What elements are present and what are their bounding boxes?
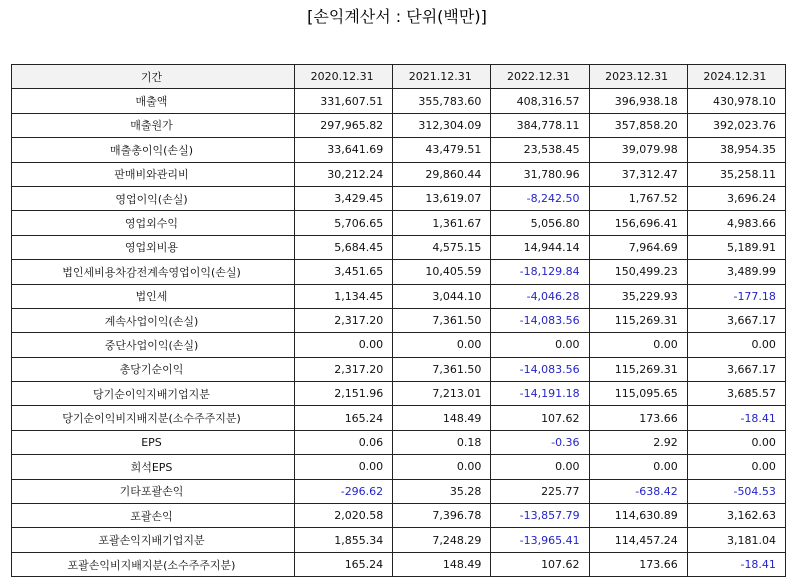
header-year: 2024.12.31 — [687, 65, 785, 89]
value-cell: 173.66 — [589, 406, 687, 430]
table-row — [12, 162, 786, 186]
row-label: 매출액 — [12, 89, 295, 113]
value-cell: 3,685.57 — [687, 382, 785, 406]
row-label: 영업외비용 — [12, 235, 295, 259]
header-period: 기간 — [12, 65, 295, 89]
value-cell: 2.92 — [589, 430, 687, 454]
value-cell: 408,316.57 — [491, 89, 589, 113]
value-cell: 14,944.14 — [491, 235, 589, 259]
value-cell: 297,965.82 — [295, 113, 393, 137]
value-cell: -296.62 — [295, 479, 393, 503]
value-cell: 23,538.45 — [491, 138, 589, 162]
value-cell: 0.00 — [295, 333, 393, 357]
row-label: 중단사업이익(손실) — [12, 333, 295, 357]
value-cell: 43,479.51 — [393, 138, 491, 162]
header-year: 2020.12.31 — [295, 65, 393, 89]
value-cell: 150,499.23 — [589, 260, 687, 284]
value-cell: 115,269.31 — [589, 357, 687, 381]
value-cell: 38,954.35 — [687, 138, 785, 162]
value-cell: 4,983.66 — [687, 211, 785, 235]
value-cell: 1,361.67 — [393, 211, 491, 235]
table-row — [12, 528, 786, 552]
value-cell: 31,780.96 — [491, 162, 589, 186]
row-label: 법인세 — [12, 284, 295, 308]
value-cell: 3,696.24 — [687, 186, 785, 210]
value-cell: 7,248.29 — [393, 528, 491, 552]
value-cell: 0.00 — [491, 455, 589, 479]
value-cell: 0.00 — [393, 455, 491, 479]
row-label: EPS — [12, 430, 295, 454]
table-body — [12, 89, 786, 577]
value-cell: -18.41 — [687, 552, 785, 576]
value-cell: 396,938.18 — [589, 89, 687, 113]
table-row — [12, 211, 786, 235]
value-cell: 3,162.63 — [687, 504, 785, 528]
table-row — [12, 504, 786, 528]
value-cell: 384,778.11 — [491, 113, 589, 137]
value-cell: 115,095.65 — [589, 382, 687, 406]
value-cell: 2,317.20 — [295, 357, 393, 381]
page-title: [손익계산서 : 단위(백만)] — [307, 7, 487, 26]
value-cell: 115,269.31 — [589, 308, 687, 332]
value-cell: -177.18 — [687, 284, 785, 308]
value-cell: 5,189.91 — [687, 235, 785, 259]
value-cell: 35.28 — [393, 479, 491, 503]
value-cell: 3,667.17 — [687, 357, 785, 381]
value-cell: 3,044.10 — [393, 284, 491, 308]
value-cell: 35,229.93 — [589, 284, 687, 308]
value-cell: 7,213.01 — [393, 382, 491, 406]
value-cell: 392,023.76 — [687, 113, 785, 137]
row-label: 포괄손익 — [12, 504, 295, 528]
value-cell: 331,607.51 — [295, 89, 393, 113]
table-row — [12, 89, 786, 113]
value-cell: 0.00 — [491, 333, 589, 357]
row-label: 당기순이익지배기업지분 — [12, 382, 295, 406]
table-row — [12, 113, 786, 137]
value-cell: 37,312.47 — [589, 162, 687, 186]
value-cell: 3,429.45 — [295, 186, 393, 210]
value-cell: 2,317.20 — [295, 308, 393, 332]
value-cell: 0.00 — [687, 430, 785, 454]
value-cell: 355,783.60 — [393, 89, 491, 113]
table-row — [12, 235, 786, 259]
value-cell: 3,451.65 — [295, 260, 393, 284]
table-row — [12, 479, 786, 503]
value-cell: 225.77 — [491, 479, 589, 503]
value-cell: 114,630.89 — [589, 504, 687, 528]
value-cell: -14,083.56 — [491, 357, 589, 381]
value-cell: 107.62 — [491, 552, 589, 576]
row-label: 총당기순이익 — [12, 357, 295, 381]
header-year: 2021.12.31 — [393, 65, 491, 89]
table-row — [12, 406, 786, 430]
value-cell: 2,020.58 — [295, 504, 393, 528]
value-cell: 156,696.41 — [589, 211, 687, 235]
table-header-row — [12, 65, 786, 89]
header-year: 2022.12.31 — [491, 65, 589, 89]
row-label: 포괄손익비지배지분(소수주주지분) — [12, 552, 295, 576]
value-cell: -13,857.79 — [491, 504, 589, 528]
value-cell: 1,767.52 — [589, 186, 687, 210]
value-cell: 5,706.65 — [295, 211, 393, 235]
value-cell: -0.36 — [491, 430, 589, 454]
row-label: 영업외수익 — [12, 211, 295, 235]
value-cell: 165.24 — [295, 406, 393, 430]
row-label: 매출총이익(손실) — [12, 138, 295, 162]
value-cell: 5,056.80 — [491, 211, 589, 235]
value-cell: 4,575.15 — [393, 235, 491, 259]
table-row — [12, 333, 786, 357]
value-cell: 148.49 — [393, 406, 491, 430]
value-cell: 114,457.24 — [589, 528, 687, 552]
value-cell: 5,684.45 — [295, 235, 393, 259]
value-cell: 3,181.04 — [687, 528, 785, 552]
value-cell: -638.42 — [589, 479, 687, 503]
value-cell: 1,134.45 — [295, 284, 393, 308]
value-cell: 2,151.96 — [295, 382, 393, 406]
value-cell: 7,361.50 — [393, 357, 491, 381]
row-label: 판매비와관리비 — [12, 162, 295, 186]
row-label: 기타포괄손익 — [12, 479, 295, 503]
row-label: 영업이익(손실) — [12, 186, 295, 210]
value-cell: -504.53 — [687, 479, 785, 503]
row-label: 포괄손익지배기업지분 — [12, 528, 295, 552]
value-cell: 0.18 — [393, 430, 491, 454]
value-cell: 107.62 — [491, 406, 589, 430]
value-cell: 3,489.99 — [687, 260, 785, 284]
value-cell: 33,641.69 — [295, 138, 393, 162]
value-cell: 13,619.07 — [393, 186, 491, 210]
value-cell: 148.49 — [393, 552, 491, 576]
value-cell: 3,667.17 — [687, 308, 785, 332]
header-year: 2023.12.31 — [589, 65, 687, 89]
value-cell: 29,860.44 — [393, 162, 491, 186]
value-cell: 7,964.69 — [589, 235, 687, 259]
table-row — [12, 260, 786, 284]
value-cell: 7,361.50 — [393, 308, 491, 332]
row-label: 법인세비용차감전계속영업이익(손실) — [12, 260, 295, 284]
row-label: 당기순이익비지배지분(소수주주지분) — [12, 406, 295, 430]
value-cell: -4,046.28 — [491, 284, 589, 308]
value-cell: 0.00 — [393, 333, 491, 357]
value-cell: -14,083.56 — [491, 308, 589, 332]
table-row — [12, 138, 786, 162]
value-cell: 35,258.11 — [687, 162, 785, 186]
value-cell: 173.66 — [589, 552, 687, 576]
value-cell: -13,965.41 — [491, 528, 589, 552]
value-cell: 0.00 — [589, 455, 687, 479]
value-cell: 0.00 — [295, 455, 393, 479]
table-row — [12, 382, 786, 406]
income-statement-table — [11, 64, 786, 577]
value-cell: -18.41 — [687, 406, 785, 430]
value-cell: -18,129.84 — [491, 260, 589, 284]
row-label: 계속사업이익(손실) — [12, 308, 295, 332]
table-row — [12, 308, 786, 332]
value-cell: 39,079.98 — [589, 138, 687, 162]
value-cell: 0.06 — [295, 430, 393, 454]
value-cell: 430,978.10 — [687, 89, 785, 113]
value-cell: 10,405.59 — [393, 260, 491, 284]
row-label: 희석EPS — [12, 455, 295, 479]
value-cell: 0.00 — [687, 455, 785, 479]
value-cell: -14,191.18 — [491, 382, 589, 406]
table-row — [12, 357, 786, 381]
table-row — [12, 552, 786, 576]
value-cell: 1,855.34 — [295, 528, 393, 552]
value-cell: 357,858.20 — [589, 113, 687, 137]
table-row — [12, 284, 786, 308]
value-cell: 0.00 — [687, 333, 785, 357]
value-cell: 7,396.78 — [393, 504, 491, 528]
value-cell: 30,212.24 — [295, 162, 393, 186]
value-cell: 312,304.09 — [393, 113, 491, 137]
value-cell: 165.24 — [295, 552, 393, 576]
table-row — [12, 455, 786, 479]
table-row — [12, 430, 786, 454]
table-row — [12, 186, 786, 210]
row-label: 매출원가 — [12, 113, 295, 137]
value-cell: -8,242.50 — [491, 186, 589, 210]
value-cell: 0.00 — [589, 333, 687, 357]
